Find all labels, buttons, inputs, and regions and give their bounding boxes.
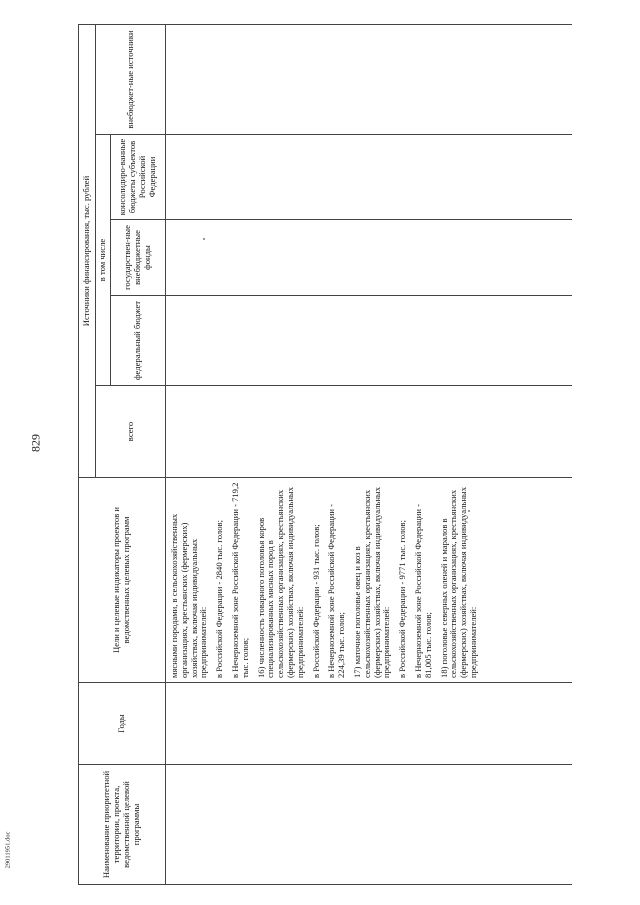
header-total: всего — [96, 386, 166, 478]
cell-goals — [166, 478, 573, 683]
header-regional: консолидиро-ванные бюджеты субъектов Российской Федерации — [111, 135, 166, 220]
scan-speck — [468, 510, 470, 512]
goal-text: в Нечерноземной зоне Российской Федерации - 224,39 тыс. голов; — [326, 504, 347, 678]
cell-years — [166, 683, 573, 765]
cell-federal — [166, 296, 573, 386]
goal-text: в Нечерноземной зоне Российской Федерации - 719,2 тыс. голов; — [229, 482, 250, 678]
header-goals: Цели и целевые индикаторы проектов и ведомственных целевых программ — [79, 478, 166, 683]
goal-text: 18) поголовье северных оленей и маралов в сельскохозяйственных организациях, крестьянских (фермерских) хозяйствах, включая индивидуальных предпринимателей: — [438, 487, 478, 678]
goal-text: в Российской Федерации - 931 тыс. голов; — [310, 524, 321, 678]
cell-state-funds — [166, 220, 573, 296]
goal-text: в Российской Федерации - 2840 тыс. голов; — [214, 520, 225, 678]
goal-text: 17) маточное поголовье овец и коз в сельскохозяйственных организациях, крестьянских (фермерских) хозяйствах, включая индивидуальных предпринимателей: — [351, 487, 392, 678]
goal-text: мясными породами, в сельскохозяйственных организациях, крестьянских (фермерских) хозяйствах, включая индивидуальных предпринимателей: — [169, 513, 209, 678]
document-code: 29011951.doc — [4, 831, 12, 869]
table-row — [166, 24, 573, 884]
rotated-page — [78, 25, 640, 885]
scan-speck — [203, 238, 205, 240]
header-sources: Источники финансирования, тыс. рублей — [79, 24, 96, 477]
cell-regional — [166, 135, 573, 220]
goal-text: в Российской Федерации - 9771 тыс. голов; — [397, 520, 408, 678]
header-state-funds: государствен-ные внебюджетные фонды — [111, 220, 166, 296]
cell-total — [166, 386, 573, 478]
page-number: 829 — [28, 434, 43, 452]
cell-extrabudget — [166, 24, 573, 134]
financing-table — [78, 24, 572, 885]
header-federal: федеральный бюджет — [111, 296, 166, 386]
goal-text: в Нечерноземной зоне Российской Федерации - 81,005 тыс. голов; — [412, 504, 433, 678]
header-name: Наименование приоритетной территории, проекта, ведомственной целевой программы — [79, 765, 166, 885]
header-including: в том числе — [96, 135, 111, 386]
goal-text: 16) численность товарного поголовья коров специализированных мясных пород в сельскохозяйственных организациях, крестьянских (фермерских) хозяйствах, включая индивидуальных предпринимателей: — [255, 487, 305, 678]
header-years: Годы — [79, 683, 166, 765]
cell-name — [166, 765, 573, 885]
header-row-1 — [79, 24, 96, 884]
header-extrabudget: внебюджет-ные источники — [96, 24, 166, 134]
